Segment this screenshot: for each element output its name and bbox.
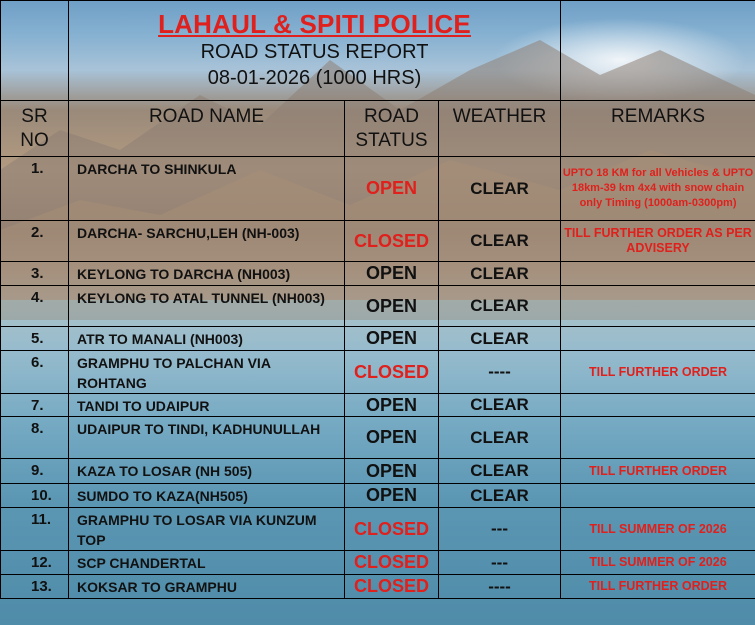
row-road-status: OPEN <box>345 157 439 221</box>
row-weather: CLEAR <box>439 262 561 286</box>
col-remarks: REMARKS <box>561 101 755 157</box>
row-road-name: KOKSAR TO GRAMPHU <box>69 575 345 599</box>
row-sr-no: 10. <box>1 484 69 508</box>
col-sr-no: SR NO <box>1 101 69 157</box>
row-road-status: CLOSED <box>345 551 439 575</box>
row-remark: TILL SUMMER OF 2026 <box>561 551 755 575</box>
row-weather: --- <box>439 508 561 551</box>
row-road-status: OPEN <box>345 394 439 417</box>
row-road-name: DARCHA- SARCHU,LEH (NH-003) <box>69 221 345 262</box>
row-weather: CLEAR <box>439 484 561 508</box>
row-remark <box>561 286 755 327</box>
row-road-name: SUMDO TO KAZA(NH505) <box>69 484 345 508</box>
col-road-status: ROAD STATUS <box>345 101 439 157</box>
row-remark: TILL FURTHER ORDER <box>561 459 755 484</box>
row-weather: CLEAR <box>439 221 561 262</box>
row-sr-no: 2. <box>1 221 69 262</box>
row-remark: TILL FURTHER ORDER <box>561 575 755 599</box>
row-sr-no: 7. <box>1 394 69 417</box>
row-road-name: KAZA TO LOSAR (NH 505) <box>69 459 345 484</box>
row-remark: UPTO 18 KM for all Vehicles & UPTO 18km-39 km 4x4 with snow chain only Timing (1000am-0300pm) <box>561 157 755 221</box>
table-row <box>1 157 755 221</box>
title-blank-left <box>1 1 69 101</box>
row-weather: --- <box>439 551 561 575</box>
row-weather: CLEAR <box>439 459 561 484</box>
row-road-status: OPEN <box>345 286 439 327</box>
row-road-status: OPEN <box>345 262 439 286</box>
table-row <box>1 286 755 327</box>
table-row <box>1 575 755 599</box>
row-road-name: GRAMPHU TO LOSAR VIA KUNZUM TOP <box>69 508 345 551</box>
row-road-name: KEYLONG TO ATAL TUNNEL (NH003) <box>69 286 345 327</box>
table-row <box>1 262 755 286</box>
table-body <box>1 157 755 599</box>
row-remark <box>561 327 755 351</box>
row-road-name: DARCHA TO SHINKULA <box>69 157 345 221</box>
row-sr-no: 13. <box>1 575 69 599</box>
col-weather: WEATHER <box>439 101 561 157</box>
table-row <box>1 394 755 417</box>
row-road-status: CLOSED <box>345 351 439 394</box>
title-cell <box>69 1 561 101</box>
report-title: ROAD STATUS REPORT <box>200 41 429 63</box>
title-row <box>1 1 755 101</box>
row-road-name: KEYLONG TO DARCHA (NH003) <box>69 262 345 286</box>
row-weather: ---- <box>439 351 561 394</box>
table-row <box>1 484 755 508</box>
table-row <box>1 459 755 484</box>
row-road-status: OPEN <box>345 484 439 508</box>
row-remark <box>561 262 755 286</box>
row-remark <box>561 417 755 459</box>
row-remark <box>561 394 755 417</box>
row-road-status: CLOSED <box>345 575 439 599</box>
row-weather: CLEAR <box>439 327 561 351</box>
row-sr-no: 4. <box>1 286 69 327</box>
row-road-name: TANDI TO UDAIPUR <box>69 394 345 417</box>
table-row <box>1 417 755 459</box>
row-weather: CLEAR <box>439 286 561 327</box>
row-road-status: CLOSED <box>345 508 439 551</box>
row-remark <box>561 484 755 508</box>
row-sr-no: 5. <box>1 327 69 351</box>
row-remark: TILL FURTHER ORDER <box>561 351 755 394</box>
row-road-name: GRAMPHU TO PALCHAN VIA ROHTANG <box>69 351 345 394</box>
row-sr-no: 3. <box>1 262 69 286</box>
row-weather: CLEAR <box>439 394 561 417</box>
row-sr-no: 1. <box>1 157 69 221</box>
row-weather: CLEAR <box>439 157 561 221</box>
row-sr-no: 8. <box>1 417 69 459</box>
column-header-row <box>1 101 755 157</box>
report-date: 08-01-2026 (1000 HRS) <box>207 67 422 89</box>
row-remark: TILL FURTHER ORDER AS PER ADVISERY <box>561 221 755 262</box>
row-sr-no: 9. <box>1 459 69 484</box>
table-row <box>1 221 755 262</box>
row-sr-no: 11. <box>1 508 69 551</box>
row-weather: ---- <box>439 575 561 599</box>
col-road-name: ROAD NAME <box>69 101 345 157</box>
table-row <box>1 551 755 575</box>
title-blank-right <box>561 1 755 101</box>
org-title: LAHAUL & SPITI POLICE <box>158 9 471 39</box>
row-road-name: ATR TO MANALI (NH003) <box>69 327 345 351</box>
row-road-name: UDAIPUR TO TINDI, KADHUNULLAH <box>69 417 345 459</box>
row-road-status: OPEN <box>345 327 439 351</box>
row-road-status: OPEN <box>345 459 439 484</box>
table-row <box>1 351 755 394</box>
row-sr-no: 12. <box>1 551 69 575</box>
row-road-status: CLOSED <box>345 221 439 262</box>
row-weather: CLEAR <box>439 417 561 459</box>
row-remark: TILL SUMMER OF 2026 <box>561 508 755 551</box>
table-row <box>1 327 755 351</box>
row-road-status: OPEN <box>345 417 439 459</box>
table-row <box>1 508 755 551</box>
row-sr-no: 6. <box>1 351 69 394</box>
row-road-name: SCP CHANDERTAL <box>69 551 345 575</box>
